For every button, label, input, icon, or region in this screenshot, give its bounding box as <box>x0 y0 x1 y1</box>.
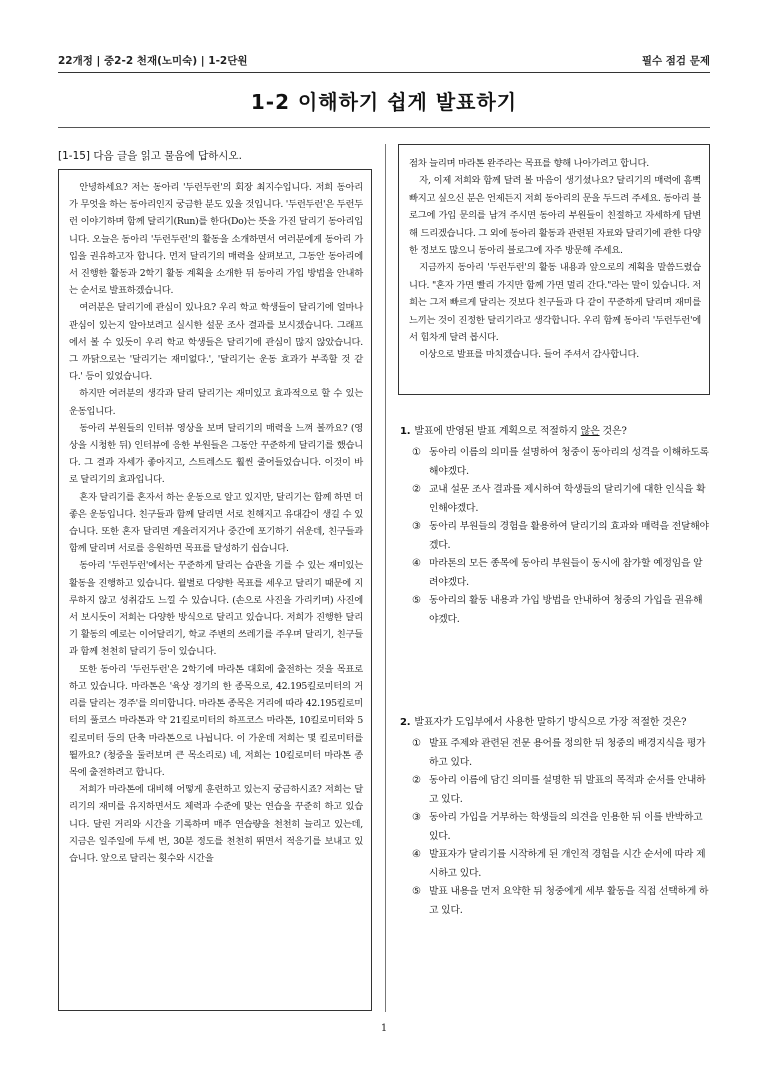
answer-option[interactable] <box>412 735 710 772</box>
stem-underlined: 않은 <box>580 426 600 437</box>
stem-text: 발표에 반영된 발표 계획으로 적절하지 <box>414 426 581 437</box>
question-1 <box>398 424 710 629</box>
option-text: 동아리 가입을 거부하는 학생들의 의견을 인용한 뒤 이를 반박하고 있다. <box>429 812 703 842</box>
passage-paragraph: 지금까지 동아리 '두런두런'의 활동 내용과 앞으로의 계획을 말씀드렸습니다. "혼자 가면 빨리 가지만 함께 가면 멀리 간다."라는 말이 있습니다. 저희는 그저 빠르게 달리는 것보다 친구들과 다 같이 꾸준하게 달리며 재미를 느끼는 것이 진정한 달리기라고 생각합니다. 우리 함께 동아리 '두런두런'에서 힘차게 달려 봅시다. <box>409 262 701 344</box>
option-marker: ⑤ <box>412 595 421 606</box>
option-text: 발표자가 달리기를 시작하게 된 개인적 경험을 시간 순서에 따라 제시하고 있다. <box>429 849 706 879</box>
option-text: 동아리 이름에 담긴 의미를 설명한 뒤 발표의 목적과 순서를 안내하고 있다. <box>429 775 706 805</box>
answer-option[interactable] <box>412 518 710 555</box>
instruction: [1-15] 다음 글을 읽고 물음에 답하시오. <box>58 150 242 162</box>
option-text: 동아리 이름의 의미를 설명하여 청중이 동아리의 성격을 이해하도록 해야겠다. <box>429 447 709 477</box>
option-text: 마라톤의 모든 종목에 동아리 부원들이 동시에 참가할 예정임을 알려야겠다. <box>429 558 703 588</box>
answer-option[interactable] <box>412 772 710 809</box>
page-header <box>58 50 710 70</box>
passage-box-left <box>58 169 372 1011</box>
passage-paragraph: 이상으로 발표를 마치겠습니다. 들어 주셔서 감사합니다. <box>419 349 639 361</box>
header-rule <box>58 72 710 73</box>
column-divider <box>385 144 386 1012</box>
passage-paragraph: 동아리 부원들의 인터뷰 영상을 보며 달리기의 매력을 느껴 볼까요? (영상을 시청한 뒤) 인터뷰에 응한 부원들은 그동안 꾸준하게 달리기를 했습니다. 그 결과 자세가 좋아지고, 스트레스도 훨씬 줄어들었습니다. 이것이 바로 달리기의 효과입니다. <box>69 422 363 486</box>
question-number: 2. <box>400 717 411 728</box>
passage-box-right <box>398 144 710 395</box>
page-number: 1 <box>380 1023 388 1034</box>
answer-option[interactable] <box>412 481 710 518</box>
stem-text-end: 것은? <box>599 426 627 437</box>
option-text: 동아리의 활동 내용과 가입 방법을 안내하여 청중의 가입을 권유해야겠다. <box>429 595 703 625</box>
passage-paragraph: 동아리 '두런두런'에서는 꾸준하게 달리는 습관을 기를 수 있는 재미있는 활동을 진행하고 있습니다. 월별로 다양한 목표를 세우고 달리기 때문에 지루하지 않고 성취감도 느낄 수 있습니다. (손으로 사진을 가리키며) 사진에서 보시듯이 저희는 다양한 방식으로 달리고 있습니다. 저희가 진행한 달리기 활동의 예로는 이어달리기, 학교 주변의 쓰레기를 주우며 달리기, 친구들과 함께 천천히 달리기 등이 있습니다. <box>69 560 363 658</box>
passage-paragraph: 여러분은 달리기에 관심이 있나요? 우리 학교 학생들이 달리기에 얼마나 관심이 있는지 알아보려고 실시한 설문 조사 결과를 보시겠습니다. 그래프에서 볼 수 있듯이 우리 학교 학생들은 달리기에 관심이 많지 않았습니다. 그 까닭으로는 '달리기는 재미없다.', '달리기는 운동 효과가 부족할 것 같다.' 등이 있었습니다. <box>69 302 363 383</box>
answer-option[interactable] <box>412 883 710 920</box>
answer-option[interactable] <box>412 444 710 481</box>
question-stem <box>400 424 710 439</box>
passage-paragraph: 점차 늘리며 마라톤 완주라는 목표를 향해 나아가려고 합니다. <box>409 158 649 169</box>
answer-option[interactable] <box>412 555 710 592</box>
answer-option[interactable] <box>412 846 710 883</box>
option-marker: ① <box>412 738 421 749</box>
option-marker: ③ <box>412 812 421 823</box>
answer-option[interactable] <box>412 809 710 846</box>
passage-paragraph: 또한 동아리 '두런두런'은 2학기에 마라톤 대회에 출전하는 것을 목표로 하고 있습니다. 마라톤은 '육상 경기의 한 종목으로, 42.195킬로미터의 거리를 달리는 경주'를 의미합니다. 마라톤 종목은 거리에 따라 42.195킬로미터의 풀코스 마라톤과 약 21킬로미터의 하프코스 마라톤, 10킬로미터와 5킬로미터 등의 단축 마라톤으로 나뉩니다. 이 가운데 저희는 몇 킬로미터를 뛸까요? (청중을 둘러보며 큰 목소리로) 네, 저희는 10킬로미터 마라톤 종목에 출전하려고 합니다. <box>69 663 363 778</box>
option-marker: ④ <box>412 849 421 860</box>
passage-paragraph: 자, 이제 저희와 함께 달려 볼 마음이 생기셨나요? 달리기의 매력에 흠뻑 빠지고 싶으신 분은 언제든지 저희 동아리의 문을 두드려 주세요. 동아리 블로그에 가입 문의를 남겨 주시면 동아리 부원들이 친절하고 자세하게 답변해 드리겠습니다. 그 외에 동아리 활동과 관련된 자료와 달리기에 관한 다양한 정보도 많으니 동아리 블로그에 자주 방문해 주세요. <box>409 175 701 257</box>
option-marker: ② <box>412 484 421 495</box>
option-text: 교내 설문 조사 결과를 제시하여 학생들의 달리기에 대한 인식을 확인해야겠다. <box>429 484 706 514</box>
option-marker: ⑤ <box>412 886 421 897</box>
question-number: 1. <box>400 426 411 437</box>
header-course-info: 22개정 | 중2-2 천재(노미숙) | 1-2단원 <box>58 55 248 67</box>
page-title: 1-2 이해하기 쉽게 발표하기 <box>250 90 518 114</box>
answer-option[interactable] <box>412 592 710 629</box>
passage-paragraph: 혼자 달리기를 혼자서 하는 운동으로 알고 있지만, 달리기는 함께 하면 더 좋은 운동입니다. 친구들과 함께 달리면 서로 친해지고 유대감이 생길 수 있습니다. 또한 혼자 달리면 게을러지거나 중간에 포기하기 쉬운데, 친구들과 함께 달리며 서로를 응원하면 목표를 달성하기 쉽습니다. <box>69 491 363 555</box>
passage-paragraph: 저희가 마라톤에 대비해 어떻게 훈련하고 있는지 궁금하시죠? 저희는 달리기의 재미를 유지하면서도 체력과 수준에 맞는 연습을 꾸준히 하고 있습니다. 달린 거리와 시간을 기록하며 매주 연습량을 천천히 늘리고 있는데, 지금은 일주일에 두세 번, 30분 정도를 천천히 뛰면서 적응기를 보내고 있습니다. 앞으로 달리는 횟수와 시간을 <box>69 784 363 864</box>
option-marker: ③ <box>412 521 421 532</box>
stem-text: 발표자가 도입부에서 사용한 말하기 방식으로 가장 적절한 것은? <box>414 717 687 728</box>
option-text: 발표 주제와 관련된 전문 용어를 정의한 뒤 청중의 배경지식을 평가하고 있다. <box>429 738 706 768</box>
passage-paragraph: 안녕하세요? 저는 동아리 '두런두런'의 회장 최지수입니다. 저희 동아리가 무엇을 하는 동아리인지 궁금한 분도 있을 것입니다. '두런두런'은 두런두런 이야기하며 함께 달리기(Run)를 한다(Do)는 뜻을 가진 달리기 동아리입니다. 오늘은 동아리 '두런두런'의 활동을 소개하면서 여러분에게 동아리 가입을 권유하고자 합니다. 먼저 달리기의 매력을 살펴보고, 그동안 동아리에서 진행한 활동과 2학기 활동 계획을 소개한 뒤 동아리 가입 방법을 안내하는 순서로 발표하겠습니다. <box>69 182 363 297</box>
option-text: 동아리 부원들의 경험을 활용하여 달리기의 효과와 매력을 전달해야겠다. <box>429 521 709 551</box>
option-marker: ① <box>412 447 421 458</box>
question-2 <box>398 715 710 920</box>
question-stem <box>400 715 710 730</box>
option-marker: ② <box>412 775 421 786</box>
option-text: 발표 내용을 먼저 요약한 뒤 청중에게 세부 활동을 직접 선택하게 하고 있다. <box>429 886 709 916</box>
header-section-label: 필수 점검 문제 <box>641 55 710 67</box>
option-marker: ④ <box>412 558 421 569</box>
passage-paragraph: 하지만 여러분의 생각과 달리 달리기는 재미있고 효과적으로 할 수 있는 운동입니다. <box>69 388 363 417</box>
title-rule <box>58 127 710 128</box>
